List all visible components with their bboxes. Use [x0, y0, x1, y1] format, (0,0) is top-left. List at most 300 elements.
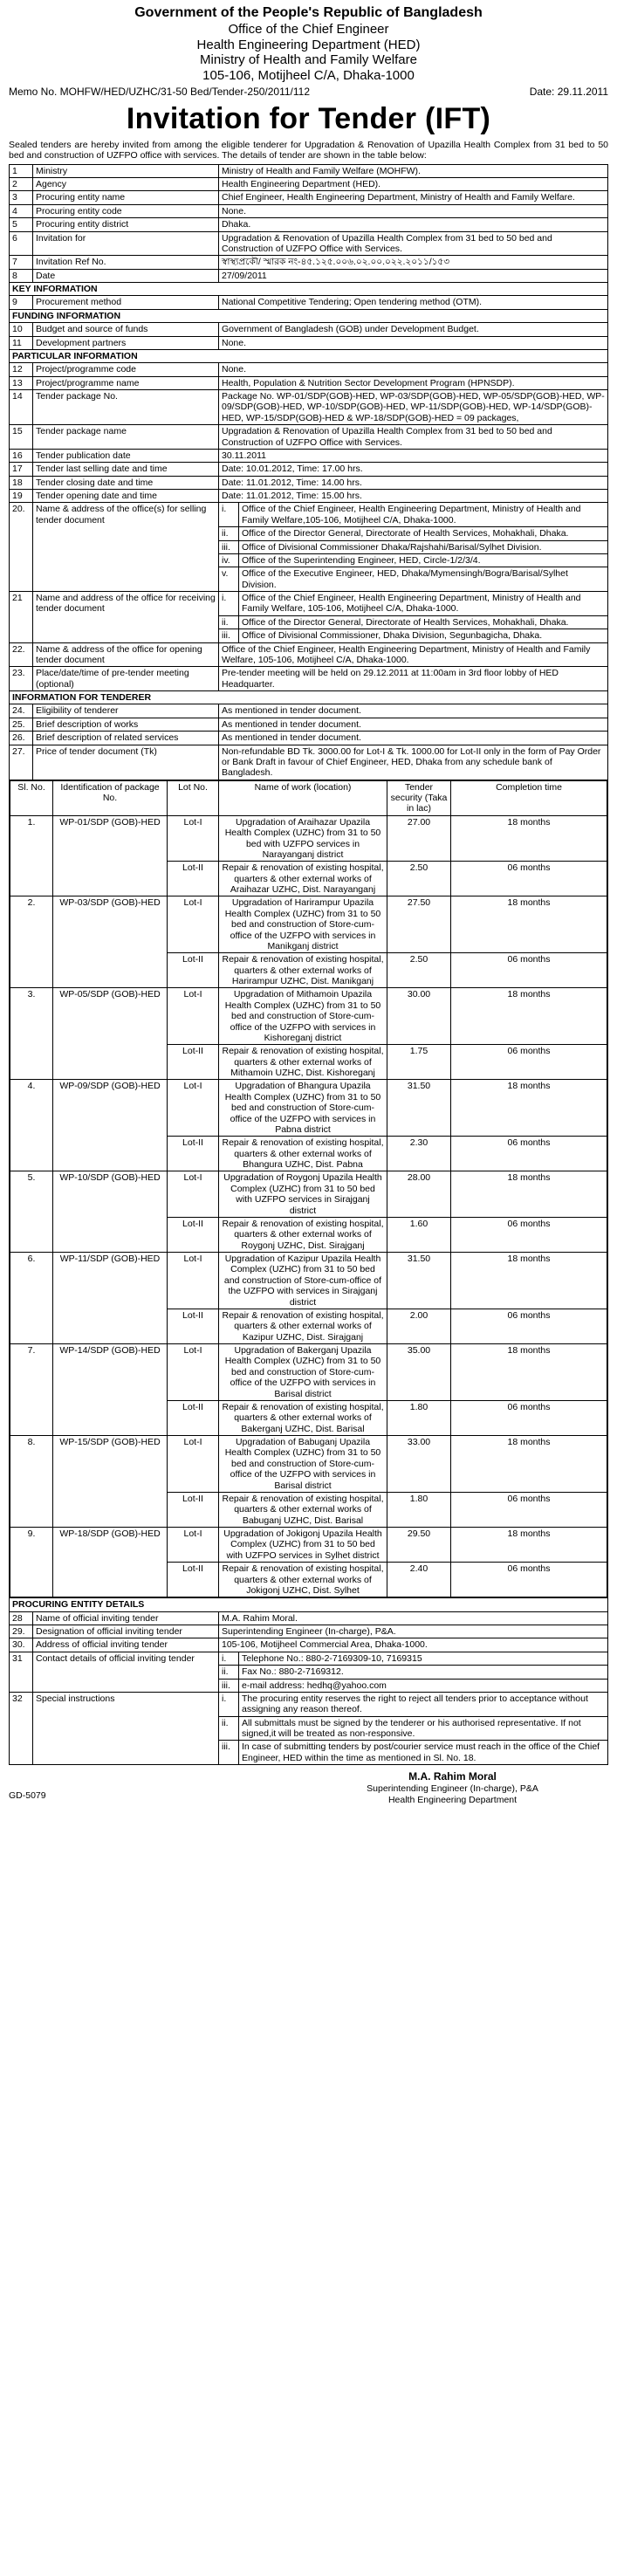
works-row — [10, 1171, 607, 1218]
row-value: As mentioned in tender document. — [219, 732, 608, 745]
works-name: Repair & renovation of existing hospital, quarters & other external works of Araihazar UZHC, Dist. Narayanganj — [219, 862, 387, 896]
works-package: WP-01/SDP (GOB)-HED — [53, 815, 168, 896]
detail-row — [10, 191, 608, 204]
detail-row — [10, 704, 608, 718]
works-lot: Lot-II — [168, 1563, 219, 1597]
works-lot: Lot-I — [168, 1080, 219, 1137]
section-heading: INFORMATION FOR TENDERER — [10, 691, 608, 704]
list-item-text: The procuring entity reserves the right to reject all tenders prior to acceptance without assigning any reason thereof. — [239, 1693, 608, 1716]
row-number: 17 — [10, 463, 33, 476]
works-lot: Lot-II — [168, 1217, 219, 1252]
works-time: 18 months — [451, 1344, 607, 1401]
list-item-numeral: iii. — [219, 540, 239, 553]
row-label: Procuring entity district — [33, 218, 219, 231]
row-number: 13 — [10, 376, 33, 389]
row-label: Project/programme name — [33, 376, 219, 389]
row-value: None. — [219, 204, 608, 217]
works-row — [10, 1436, 607, 1493]
works-sec: 27.00 — [387, 815, 451, 862]
signatory-designation: Superintending Engineer (In-charge), P&A — [367, 1783, 538, 1795]
row-label: Place/date/time of pre-tender meeting (optional) — [33, 667, 219, 691]
works-sec: 1.80 — [387, 1400, 451, 1435]
works-lot: Lot-II — [168, 1137, 219, 1171]
detail-row — [10, 256, 608, 269]
works-time: 06 months — [451, 1309, 607, 1343]
works-serial: 1. — [10, 815, 53, 896]
works-serial: 6. — [10, 1253, 53, 1344]
works-time: 18 months — [451, 1080, 607, 1137]
row-label: Project/programme code — [33, 363, 219, 376]
row-value: স্বাস্থ্যপ্রকৌ/ স্মারক নং-৪৫.১২৫.০০৬.০২.০০.০২২.২০১১/১৫৩ — [219, 256, 608, 269]
row-number: 28 — [10, 1611, 33, 1625]
row-value: Ministry of Health and Family Welfare (MOHFW). — [219, 164, 608, 177]
signatory-department: Health Engineering Department — [387, 1795, 518, 1806]
row-number: 15 — [10, 425, 33, 450]
detail-row — [10, 503, 608, 592]
works-lot: Lot-I — [168, 1171, 219, 1218]
detail-row — [10, 218, 608, 231]
list-item — [219, 1679, 607, 1692]
list-item — [219, 1666, 607, 1679]
row-label: Tender package No. — [33, 390, 219, 425]
row-value-list — [219, 1692, 608, 1764]
works-name: Upgradation of Bakerganj Upazila Health Complex (UZHC) from 31 to 50 bed and construction of Store-cum-office of the UZFPO with services in Barisal district — [219, 1344, 387, 1401]
list-item — [219, 1716, 607, 1741]
works-package: WP-09/SDP (GOB)-HED — [53, 1080, 168, 1171]
row-number: 26. — [10, 732, 33, 745]
row-label: Ministry — [33, 164, 219, 177]
detail-row — [10, 336, 608, 349]
row-number: 3 — [10, 191, 33, 204]
works-lot: Lot-I — [168, 1344, 219, 1401]
row-label: Special instructions — [33, 1692, 219, 1764]
detail-row — [10, 1692, 608, 1764]
section-row — [10, 1598, 608, 1611]
row-label: Invitation for — [33, 231, 219, 256]
works-column-header: Sl. No. — [10, 780, 53, 815]
works-table-row — [10, 780, 608, 1598]
list-item — [219, 615, 607, 629]
works-name: Repair & renovation of existing hospital, quarters & other external works of Bhangura UZHC, Dist. Pabna — [219, 1137, 387, 1171]
row-label: Address of official inviting tender — [33, 1638, 219, 1652]
works-name: Upgradation of Babuganj Upazila Health Complex (UZHC) from 31 to 50 bed and construction of Store-cum-office of the UZFPO with services in Barisal district — [219, 1436, 387, 1493]
works-column-header: Lot No. — [168, 780, 219, 815]
row-value: Upgradation & Renovation of Upazilla Health Complex from 31 bed to 50 bed and Construction of UZFPO Office with Services. — [219, 231, 608, 256]
works-sec: 33.00 — [387, 1436, 451, 1493]
row-value: Superintending Engineer (In-charge), P&A. — [219, 1625, 608, 1638]
works-time: 06 months — [451, 1217, 607, 1252]
list-item — [219, 553, 607, 567]
row-number: 25. — [10, 718, 33, 731]
list-item — [219, 1693, 607, 1716]
signature-block — [297, 1770, 608, 1806]
memo-number: Memo No. MOHFW/HED/UZHC/31-50 Bed/Tender-250/2011/112 — [9, 85, 311, 98]
works-lot: Lot-II — [168, 1400, 219, 1435]
detail-row — [10, 1625, 608, 1638]
section-heading: FUNDING INFORMATION — [10, 309, 608, 322]
row-number: 4 — [10, 204, 33, 217]
works-serial: 2. — [10, 896, 53, 988]
row-value: As mentioned in tender document. — [219, 704, 608, 718]
section-row — [10, 283, 608, 296]
row-number: 29. — [10, 1625, 33, 1638]
works-lot: Lot-II — [168, 1492, 219, 1527]
list-item-text: In case of submitting tenders by post/courier service must reach in the office of the Chief Engineer, HED within the time as mentioned in Sl. No. 18. — [242, 1741, 600, 1763]
row-label: Name and address of the office for receiving tender document — [33, 592, 219, 643]
works-row — [10, 1080, 607, 1137]
row-value: Date: 11.01.2012, Time: 14.00 hrs. — [219, 476, 608, 489]
row-number: 8 — [10, 269, 33, 282]
works-serial: 8. — [10, 1436, 53, 1528]
memo-line — [9, 86, 608, 98]
works-package: WP-11/SDP (GOB)-HED — [53, 1253, 168, 1344]
footer-code: GD-5079 — [9, 1790, 46, 1802]
works-time: 06 months — [451, 1400, 607, 1435]
row-number: 12 — [10, 363, 33, 376]
works-sec: 2.00 — [387, 1309, 451, 1343]
works-lot: Lot-I — [168, 815, 219, 862]
works-name: Repair & renovation of existing hospital, quarters & other external works of Mithamoin UZHC, Dist. Kishoreganj — [219, 1045, 387, 1080]
works-sec: 28.00 — [387, 1171, 451, 1218]
works-sec: 27.50 — [387, 896, 451, 953]
works-serial: 7. — [10, 1344, 53, 1436]
detail-row — [10, 164, 608, 177]
works-serial: 4. — [10, 1080, 53, 1171]
works-column-header: Tender security (Taka in lac) — [387, 780, 451, 815]
list-item-numeral: i. — [219, 1652, 239, 1666]
section-heading: KEY INFORMATION — [10, 283, 608, 296]
row-label: Tender last selling date and time — [33, 463, 219, 476]
row-value: Dhaka. — [219, 218, 608, 231]
section-row — [10, 349, 608, 362]
ministry-name: Ministry of Health and Family Welfare — [200, 52, 417, 68]
works-time: 06 months — [451, 1045, 607, 1080]
row-number: 22. — [10, 642, 33, 667]
works-sec: 35.00 — [387, 1344, 451, 1401]
row-number: 2 — [10, 178, 33, 191]
works-row — [10, 1253, 607, 1309]
works-lot: Lot-I — [168, 1253, 219, 1309]
row-number: 14 — [10, 390, 33, 425]
row-value: As mentioned in tender document. — [219, 718, 608, 731]
row-number: 5 — [10, 218, 33, 231]
works-name: Upgradation of Kazipur Upazila Health Complex (UZHC) from 31 to 50 bed and construction of Store-cum-office of the UZFPO with services in Sirajganj district — [219, 1253, 387, 1309]
detail-row — [10, 296, 608, 309]
row-label: Designation of official inviting tender — [33, 1625, 219, 1638]
row-number: 31 — [10, 1652, 33, 1692]
row-number: 27. — [10, 745, 33, 780]
office-address: 105-106, Motijheel C/A, Dhaka-1000 — [202, 67, 415, 83]
row-number: 6 — [10, 231, 33, 256]
works-time: 18 months — [451, 896, 607, 953]
works-lot: Lot-II — [168, 862, 219, 896]
detail-row — [10, 204, 608, 217]
row-label: Brief description of related services — [33, 732, 219, 745]
row-value: National Competitive Tendering; Open tendering method (OTM). — [219, 296, 608, 309]
row-label: Procuring entity code — [33, 204, 219, 217]
row-value-list — [219, 1652, 608, 1692]
detail-row — [10, 667, 608, 691]
detail-row — [10, 449, 608, 462]
tender-details-table — [9, 164, 608, 1766]
list-item-numeral: iii. — [219, 629, 239, 642]
works-sec: 1.75 — [387, 1045, 451, 1080]
works-name: Repair & renovation of existing hospital, quarters & other external works of Jokigonj UZHC, Dist. Sylhet — [219, 1563, 387, 1597]
letterhead — [9, 5, 608, 84]
row-label: Name & address of the office(s) for selling tender document — [33, 503, 219, 592]
works-time: 06 months — [451, 862, 607, 896]
row-value: Date: 10.01.2012, Time: 17.00 hrs. — [219, 463, 608, 476]
row-label: Contact details of official inviting tender — [33, 1652, 219, 1692]
works-time: 06 months — [451, 1563, 607, 1597]
list-item-text: Office of the Director General, Directorate of Health Services, Mohakhali, Dhaka. — [239, 615, 608, 629]
detail-row — [10, 323, 608, 336]
works-name: Upgradation of Araihazar Upazila Health Complex (UZHC) from 31 to 50 bed with UZFPO services in Narayanganj district — [219, 815, 387, 862]
list-item-numeral: ii. — [219, 1666, 239, 1679]
row-number: 18 — [10, 476, 33, 489]
works-time: 18 months — [451, 815, 607, 862]
row-value: None. — [219, 336, 608, 349]
works-row — [10, 988, 607, 1045]
works-package: WP-05/SDP (GOB)-HED — [53, 988, 168, 1080]
detail-row — [10, 1611, 608, 1625]
works-sec: 1.60 — [387, 1217, 451, 1252]
row-number: 16 — [10, 449, 33, 462]
row-value: 27/09/2011 — [219, 269, 608, 282]
works-name: Upgradation of Harirampur Upazila Health Complex (UZHC) from 31 to 50 bed and construction of Store-cum-office of the UZFPO with services in Manikganj district — [219, 896, 387, 953]
list-item-text: e-mail address: hedhq@yahoo.com — [242, 1680, 387, 1691]
section-heading: PROCURING ENTITY DETAILS — [10, 1598, 608, 1611]
list-item-text: Telephone No.: 880-2-7169309-10, 7169315 — [239, 1652, 608, 1666]
row-number: 19 — [10, 490, 33, 503]
row-label: Brief description of works — [33, 718, 219, 731]
list-item-text: Office of the Director General, Directorate of Health Services, Mohakhali, Dhaka. — [239, 527, 608, 540]
row-value: Package No. WP-01/SDP(GOB)-HED, WP-03/SDP(GOB)-HED, WP-05/SDP(GOB)-HED, WP-09/SDP(GOB)-HED, WP-10/SDP(GOB)-HED, WP-11/SDP(GOB)-HED, WP-14/SDP(GOB)-HED, WP-15/SDP(GOB)-HED & WP-18/SDP(GOB)-HED = 09 packages, — [219, 390, 608, 425]
works-name: Upgradation of Bhangura Upazila Health Complex (UZHC) from 31 to 50 bed and construction of Store-cum-office of the UZFPO with services in Pabna district — [219, 1080, 387, 1137]
row-value: M.A. Rahim Moral. — [219, 1611, 608, 1625]
works-sec: 31.50 — [387, 1253, 451, 1309]
works-name: Repair & renovation of existing hospital, quarters & other external works of Roygonj UZHC, Dist. Sirajganj — [219, 1217, 387, 1252]
row-value: Chief Engineer, Health Engineering Department, Ministry of Health and Family Welfare. — [219, 191, 608, 204]
row-value: Date: 11.01.2012, Time: 15.00 hrs. — [219, 490, 608, 503]
row-label: Agency — [33, 178, 219, 191]
list-item — [219, 503, 607, 526]
row-value: None. — [219, 363, 608, 376]
works-time: 18 months — [451, 988, 607, 1045]
list-item — [219, 527, 607, 540]
row-number: 9 — [10, 296, 33, 309]
list-item-numeral: iii. — [219, 1679, 239, 1692]
works-serial: 9. — [10, 1528, 53, 1597]
row-number: 1 — [10, 164, 33, 177]
works-sec: 2.50 — [387, 953, 451, 988]
works-package: WP-15/SDP (GOB)-HED — [53, 1436, 168, 1528]
works-name: Upgradation of Jokigonj Upazila Health Complex (UZHC) from 31 to 50 bed with UZFPO services in Sylhet district — [219, 1528, 387, 1563]
list-item-numeral: i. — [219, 503, 239, 526]
row-number: 32 — [10, 1692, 33, 1764]
row-label: Tender publication date — [33, 449, 219, 462]
list-item — [219, 567, 607, 591]
works-lot: Lot-II — [168, 1309, 219, 1343]
detail-row — [10, 1638, 608, 1652]
detail-row — [10, 1652, 608, 1692]
works-serial: 3. — [10, 988, 53, 1080]
works-row — [10, 1528, 607, 1563]
works-sec: 31.50 — [387, 1080, 451, 1137]
row-number: 21 — [10, 592, 33, 643]
row-label: Budget and source of funds — [33, 323, 219, 336]
detail-row — [10, 718, 608, 731]
works-lot: Lot-I — [168, 1528, 219, 1563]
works-name: Upgradation of Roygonj Upazila Health Complex (UZHC) from 31 to 50 bed with UZFPO services in Sirajganj district — [219, 1171, 387, 1218]
list-item-numeral: ii. — [219, 527, 239, 540]
works-row — [10, 1344, 607, 1401]
row-number: 23. — [10, 667, 33, 691]
row-value-list — [219, 592, 608, 643]
works-time: 18 months — [451, 1528, 607, 1563]
row-label: Tender package name — [33, 425, 219, 450]
row-label: Tender closing date and time — [33, 476, 219, 489]
list-item — [219, 592, 607, 615]
list-item-text: Office of Divisional Commissioner Dhaka/Rajshahi/Barisal/Sylhet Division. — [239, 540, 608, 553]
row-value: Health, Population & Nutrition Sector Development Program (HPNSDP). — [219, 376, 608, 389]
office-name: Office of the Chief Engineer — [228, 21, 389, 37]
list-item-text: Fax No.: 880-2-7169312. — [239, 1666, 608, 1679]
row-value: 105-106, Motijheel Commercial Area, Dhaka-1000. — [219, 1638, 608, 1652]
government-name: Government of the People's Republic of Bangladesh — [134, 5, 483, 20]
works-name: Repair & renovation of existing hospital, quarters & other external works of Bakerganj UZHC, Dist. Barisal — [219, 1400, 387, 1435]
works-sec: 2.50 — [387, 862, 451, 896]
works-name: Repair & renovation of existing hospital, quarters & other external works of Kazipur UZHC, Dist. Sirajganj — [219, 1309, 387, 1343]
row-label: Invitation Ref No. — [33, 256, 219, 269]
section-row — [10, 691, 608, 704]
list-item — [219, 1652, 607, 1666]
works-row — [10, 815, 607, 862]
detail-row — [10, 592, 608, 643]
row-label: Development partners — [33, 336, 219, 349]
row-value: Non-refundable BD Tk. 3000.00 for Lot-I & Tk. 1000.00 for Lot-II only in the form of Pay Order or Bank Draft in favour of Chief Engineer, HED, Dhaka from any schedule bank of Bangladesh. — [219, 745, 608, 780]
row-label: Name of official inviting tender — [33, 1611, 219, 1625]
row-number: 7 — [10, 256, 33, 269]
list-item — [219, 629, 607, 642]
detail-row — [10, 425, 608, 450]
list-item — [219, 1741, 607, 1764]
sub-list — [219, 1652, 607, 1692]
tender-notice-page — [9, 0, 608, 1813]
detail-row — [10, 463, 608, 476]
row-value: Upgradation & Renovation of Upazilla Health Complex from 31 bed to 50 bed and Construction of UZFPO Office with Services. — [219, 425, 608, 450]
row-label: Tender opening date and time — [33, 490, 219, 503]
row-label: Price of tender document (Tk) — [33, 745, 219, 780]
row-value: Government of Bangladesh (GOB) under Development Budget. — [219, 323, 608, 336]
row-label: Procurement method — [33, 296, 219, 309]
list-item-text: All submittals must be signed by the tenderer or his authorised representative. If not signed,it will be treated as non-responsive. — [239, 1716, 608, 1741]
detail-row — [10, 476, 608, 489]
row-number: 10 — [10, 323, 33, 336]
works-column-header: Name of work (location) — [219, 780, 387, 815]
detail-row — [10, 642, 608, 667]
works-time: 18 months — [451, 1171, 607, 1218]
list-item — [219, 540, 607, 553]
works-lot: Lot-I — [168, 896, 219, 953]
detail-row — [10, 363, 608, 376]
row-value: 30.11.2011 — [219, 449, 608, 462]
list-item-text: Office of the Superintending Engineer, HED, Circle-1/2/3/4. — [239, 553, 608, 567]
works-time: 18 months — [451, 1436, 607, 1493]
works-row — [10, 896, 607, 953]
works-serial: 5. — [10, 1171, 53, 1253]
list-item-numeral: ii. — [219, 1716, 239, 1741]
works-column-header: Identification of package No. — [53, 780, 168, 815]
works-sec: 1.80 — [387, 1492, 451, 1527]
works-sec: 2.40 — [387, 1563, 451, 1597]
row-label: Procuring entity name — [33, 191, 219, 204]
detail-row — [10, 490, 608, 503]
list-item-numeral: v. — [219, 567, 239, 591]
works-name: Repair & renovation of existing hospital, quarters & other external works of Harirampur UZHC, Dist. Manikganj — [219, 953, 387, 988]
works-time: 18 months — [451, 1253, 607, 1309]
works-package: WP-10/SDP (GOB)-HED — [53, 1171, 168, 1253]
detail-row — [10, 745, 608, 780]
works-lot: Lot-I — [168, 988, 219, 1045]
row-label: Eligibility of tenderer — [33, 704, 219, 718]
works-lot: Lot-II — [168, 1045, 219, 1080]
list-item-numeral: i. — [219, 592, 239, 615]
memo-date: Date: 29.11.2011 — [529, 85, 608, 98]
detail-row — [10, 269, 608, 282]
notice-title: Invitation for Tender (IFT) — [126, 101, 491, 135]
works-time: 06 months — [451, 1492, 607, 1527]
sub-list — [219, 1693, 607, 1764]
works-package: WP-14/SDP (GOB)-HED — [53, 1344, 168, 1436]
list-item-numeral: iv. — [219, 553, 239, 567]
sub-list — [219, 503, 607, 591]
row-value: Pre-tender meeting will be held on 29.12.2011 at 11:00am in 3rd floor lobby of HED Headquarter. — [219, 667, 608, 691]
intro-paragraph: Sealed tenders are hereby invited from among the eligible tenderer for Upgradation & Renovation of Upazilla Health Complex from 31 bed to 50 bed and construction of UZFPO office with services. The details of tender are shown in the table below: — [9, 139, 608, 161]
section-row — [10, 309, 608, 322]
row-value: Office of the Chief Engineer, Health Engineering Department, Ministry of Health and Family Welfare, 105-106, Motijheel C/A, Dhaka-1000. — [219, 642, 608, 667]
works-table — [10, 780, 607, 1598]
row-number: 11 — [10, 336, 33, 349]
works-name: Upgradation of Mithamoin Upazila Health Complex (UZHC) from 31 to 50 bed and construction of Store-cum-office of the UZFPO with services in Kishoreganj district — [219, 988, 387, 1045]
list-item-text: Office of the Executive Engineer, HED, Dhaka/Mymensingh/Bogra/Barisal/Sylhet Division. — [242, 568, 568, 590]
row-label: Date — [33, 269, 219, 282]
detail-row — [10, 231, 608, 256]
works-lot: Lot-I — [168, 1436, 219, 1493]
works-lot: Lot-II — [168, 953, 219, 988]
works-header-row — [10, 780, 607, 815]
works-time: 06 months — [451, 953, 607, 988]
row-value-list — [219, 503, 608, 592]
works-column-header: Completion time — [451, 780, 607, 815]
detail-row — [10, 732, 608, 745]
list-item-text: Office of Divisional Commissioner, Dhaka Division, Segunbagicha, Dhaka. — [242, 630, 543, 642]
row-number: 24. — [10, 704, 33, 718]
row-value: Health Engineering Department (HED). — [219, 178, 608, 191]
works-package: WP-18/SDP (GOB)-HED — [53, 1528, 168, 1597]
detail-row — [10, 376, 608, 389]
detail-row — [10, 390, 608, 425]
section-heading: PARTICULAR INFORMATION — [10, 349, 608, 362]
works-sec: 30.00 — [387, 988, 451, 1045]
department-name: Health Engineering Department (HED) — [196, 37, 421, 52]
list-item-numeral: iii. — [219, 1741, 239, 1764]
row-number: 20. — [10, 503, 33, 592]
works-sec: 2.30 — [387, 1137, 451, 1171]
list-item-numeral: i. — [219, 1693, 239, 1716]
row-number: 30. — [10, 1638, 33, 1652]
works-time: 06 months — [451, 1137, 607, 1171]
